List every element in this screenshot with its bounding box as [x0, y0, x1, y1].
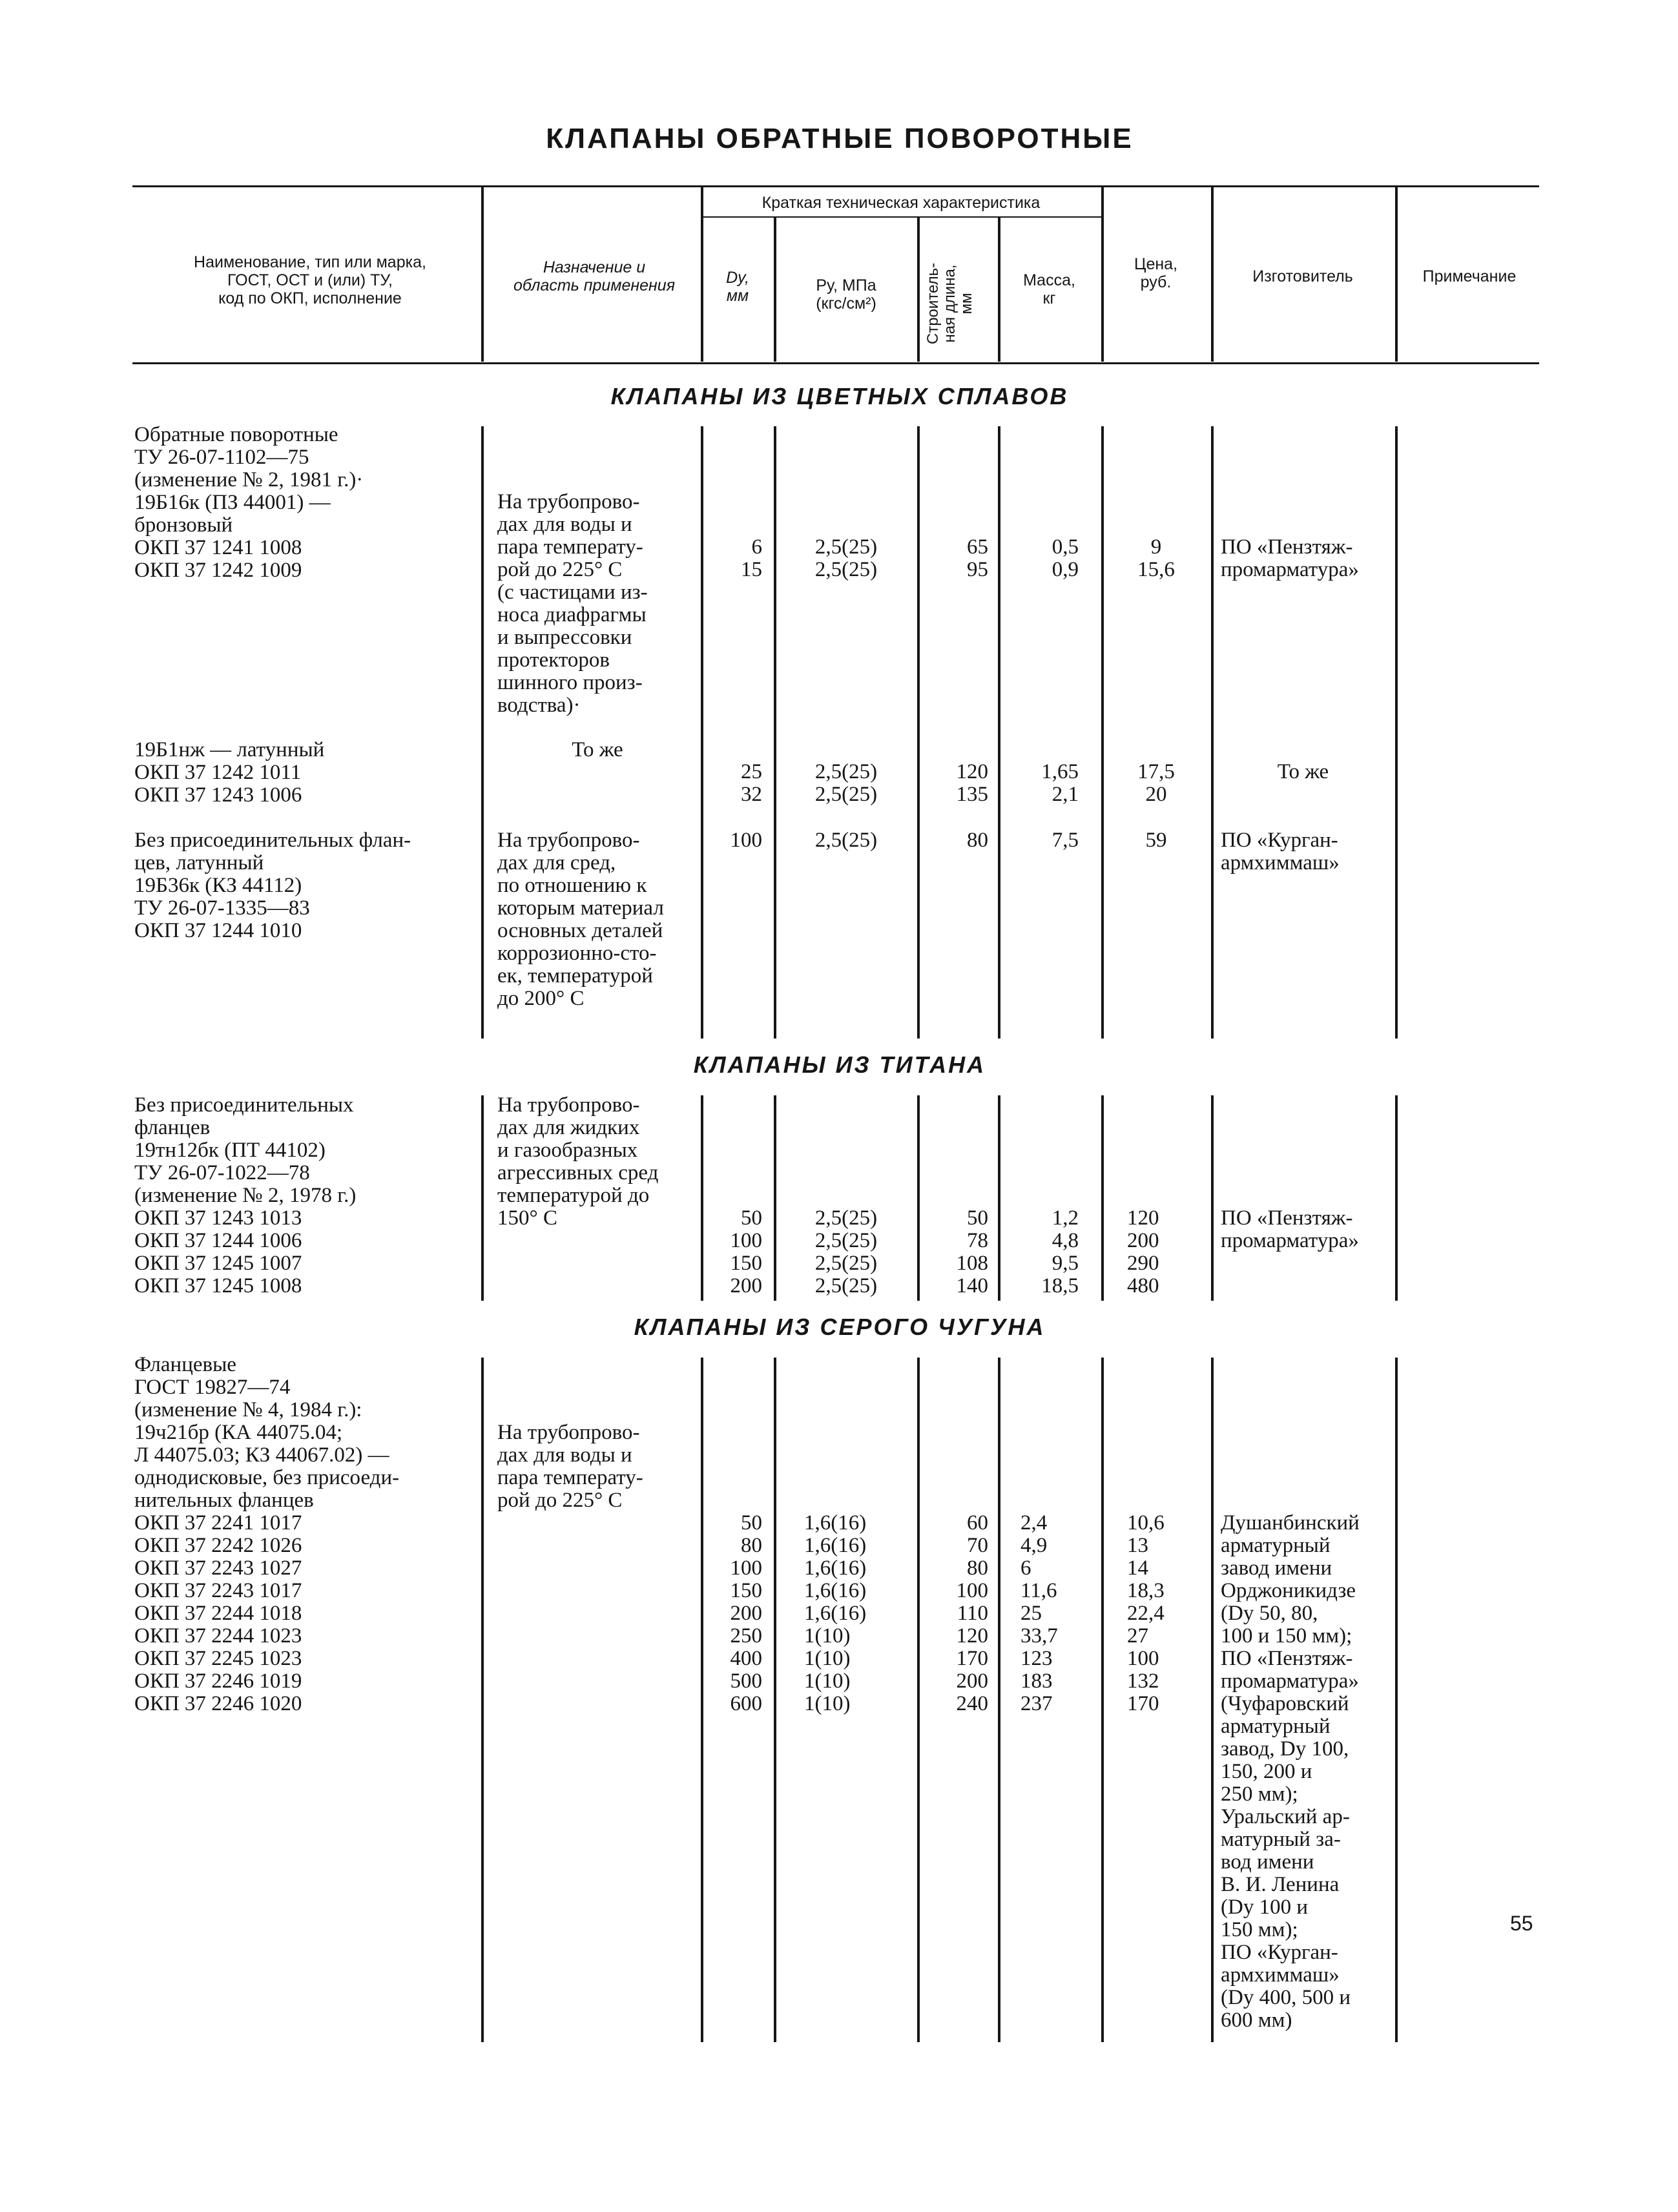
header-purpose: Назначение и область применения — [513, 258, 676, 295]
row1-mass: 0,5 0,9 — [1051, 535, 1079, 581]
column-divider — [481, 1095, 484, 1301]
column-divider — [701, 426, 703, 1039]
row5-price: 10,6 13 14 18,3 22,4 27 100 132 170 — [1127, 1511, 1165, 1715]
column-divider — [1395, 1095, 1398, 1301]
column-divider — [774, 1095, 776, 1301]
row3-mass: 7,5 — [1051, 829, 1079, 852]
header-top-rule — [132, 185, 1539, 187]
row3-name: Без присоединительных флан- цев, латунный 19Б36к (КЗ 44112) ТУ 26-07-1335—83 ОКП 37 1244 1010 — [134, 829, 411, 942]
column-divider — [1211, 426, 1214, 1039]
header-divider — [774, 217, 776, 362]
row4-price: 120 200 290 480 — [1127, 1206, 1159, 1297]
column-divider — [1101, 426, 1104, 1039]
header-py: Pу, МПа (кгс/см²) — [816, 276, 876, 313]
row3-price: 59 — [1145, 829, 1167, 852]
page-number: 55 — [1510, 1912, 1533, 1935]
column-divider — [998, 426, 1000, 1039]
column-divider — [701, 1358, 703, 2042]
row5-purpose: На трубопрово- дах для воды и пара температу- рой до 225° С — [497, 1421, 643, 1512]
column-divider — [701, 1095, 703, 1301]
row2-mass: 1,65 2,1 — [1041, 760, 1079, 806]
row1-length: 65 95 — [967, 535, 988, 581]
row1-py: 2,5(25) 2,5(25) — [814, 535, 878, 581]
tech-group-rule — [701, 216, 1101, 218]
row4-py: 2,5(25) 2,5(25) 2,5(25) 2,5(25) — [814, 1206, 878, 1297]
row5-py: 1,6(16) 1,6(16) 1,6(16) 1,6(16) 1,6(16) 1(10) 1(10) 1(10) 1(10) — [804, 1511, 867, 1715]
row3-purpose: На трубопрово- дах для сред, по отношению к которым материал основных деталей коррозионно-сто- ек, температурой до 200° С — [497, 829, 664, 1010]
column-divider — [917, 426, 920, 1039]
header-divider — [481, 187, 484, 362]
row2-length: 120 135 — [956, 760, 988, 806]
row3-length: 80 — [967, 829, 988, 852]
section-heading-titanium: КЛАПАНЫ ИЗ ТИТАНА — [693, 1051, 986, 1078]
row3-maker: ПО «Курган- армхиммаш» — [1221, 829, 1340, 874]
column-divider — [1211, 1095, 1214, 1301]
row5-maker: Душанбинский арматурный завод имени Орджоникидзе (Dу 50, 80, 100 и 150 мм); ПО «Пензтяж- промарматура» (Чуфаровский арматурный завод, Dу 100, 150, 200 и 250 мм); Уральский ар- матурный за- вод имени В. И. Ленина (Dу 100 и 150 мм); ПО «Курган- армхиммаш» (Dу 400, 500 и 600 мм) — [1221, 1511, 1360, 2032]
row2-py: 2,5(25) 2,5(25) — [814, 760, 878, 806]
header-note: Примечание — [1422, 267, 1517, 285]
column-divider — [917, 1095, 920, 1301]
header-divider — [917, 217, 920, 362]
row1-maker: ПО «Пензтяж- промарматура» — [1221, 535, 1359, 581]
column-divider — [481, 1358, 484, 2042]
row1-dy: 6 15 — [741, 535, 762, 581]
column-divider — [774, 426, 776, 1039]
column-divider — [1211, 1358, 1214, 2042]
row5-dy: 50 80 100 150 200 250 400 500 600 — [730, 1511, 762, 1715]
header-bottom-rule — [132, 362, 1539, 364]
header-divider — [998, 217, 1000, 362]
header-price: Цена, руб. — [1134, 255, 1178, 291]
row4-length: 50 78 108 140 — [956, 1206, 988, 1297]
row3-dy: 100 — [730, 829, 762, 852]
page-title: КЛАПАНЫ ОБРАТНЫЕ ПОВОРОТНЫЕ — [546, 123, 1134, 154]
row2-dy: 25 32 — [741, 760, 762, 806]
header-divider — [1395, 187, 1398, 362]
column-divider — [1101, 1095, 1104, 1301]
row1-name: Обратные поворотные ТУ 26-07-1102—75 (изменение № 2, 1981 г.)· 19Б16к (ПЗ 44001) — бронзовый ОКП 37 1241 1008 ОКП 37 1242 1009 — [134, 423, 364, 582]
row2-purpose: То же — [572, 738, 623, 761]
section-heading-nonferrous: КЛАПАНЫ ИЗ ЦВЕТНЫХ СПЛАВОВ — [610, 383, 1069, 409]
column-divider — [998, 1095, 1000, 1301]
header-divider — [1211, 187, 1214, 362]
column-divider — [481, 426, 484, 1039]
row4-mass: 1,2 4,8 9,5 18,5 — [1041, 1206, 1079, 1297]
row2-name: 19Б1нж — латунный ОКП 37 1242 1011 ОКП 37 1243 1006 — [134, 738, 325, 807]
header-length: Строитель- ная длина, мм — [924, 262, 975, 345]
row4-purpose: На трубопрово- дах для жидких и газообразных агрессивных сред температурой до 150° С — [497, 1093, 659, 1230]
row5-name: Фланцевые ГОСТ 19827—74 (изменение № 4, 1984 г.): 19ч21бр (КА 44075.04; Л 44075.03; КЗ 44067.02) — однодисковые, без присоеди- нительных фланцев ОКП 37 2241 1017 ОКП 37 2242 1026 ОКП 37 2243 1027 ОКП 37 2243 1017 ОКП 37 2244 1018 ОКП 37 2244 1023 ОКП 37 2245 1023 ОКП 37 2246 1019 ОКП 37 2246 1020 — [134, 1353, 400, 1715]
row5-length: 60 70 80 100 110 120 170 200 240 — [956, 1511, 988, 1715]
header-divider — [1101, 187, 1104, 362]
row1-price: 9 15,6 — [1137, 535, 1175, 581]
row4-name: Без присоединительных фланцев 19тн12бк (ПТ 44102) ТУ 26-07-1022—78 (изменение № 2, 1978 г.) ОКП 37 1243 1013 ОКП 37 1244 1006 ОКП 37 1245 1007 ОКП 37 1245 1008 — [134, 1093, 357, 1297]
header-dy: Dу, мм — [726, 269, 749, 305]
header-tech-group: Краткая техническая характеристика — [761, 194, 1041, 212]
column-divider — [1395, 1358, 1398, 2042]
section-heading-gray-iron: КЛАПАНЫ ИЗ СЕРОГО ЧУГУНА — [634, 1314, 1046, 1340]
column-divider — [774, 1358, 776, 2042]
header-maker: Изготовитель — [1252, 267, 1353, 285]
column-divider — [998, 1358, 1000, 2042]
row5-mass: 2,4 4,9 6 11,6 25 33,7 123 183 237 — [1020, 1511, 1058, 1715]
column-divider — [917, 1358, 920, 2042]
header-name: Наименование, тип или марка, ГОСТ, ОСТ и (или) ТУ, код по ОКП, исполнение — [194, 253, 426, 307]
row4-maker: ПО «Пензтяж- промарматура» — [1221, 1206, 1359, 1252]
row3-py: 2,5(25) — [814, 829, 878, 852]
row1-purpose: На трубопрово- дах для воды и пара температу- рой до 225° С (с частицами из- носа диафрагмы и выпрессовки протекторов шинного произ- водства)· — [497, 490, 648, 717]
header-mass: Масса, кг — [1023, 271, 1075, 307]
row2-maker: То же — [1277, 760, 1329, 783]
header-divider — [701, 187, 703, 362]
row4-dy: 50 100 150 200 — [730, 1206, 762, 1297]
column-divider — [1101, 1358, 1104, 2042]
column-divider — [1395, 426, 1398, 1039]
row2-price: 17,5 20 — [1137, 760, 1175, 806]
